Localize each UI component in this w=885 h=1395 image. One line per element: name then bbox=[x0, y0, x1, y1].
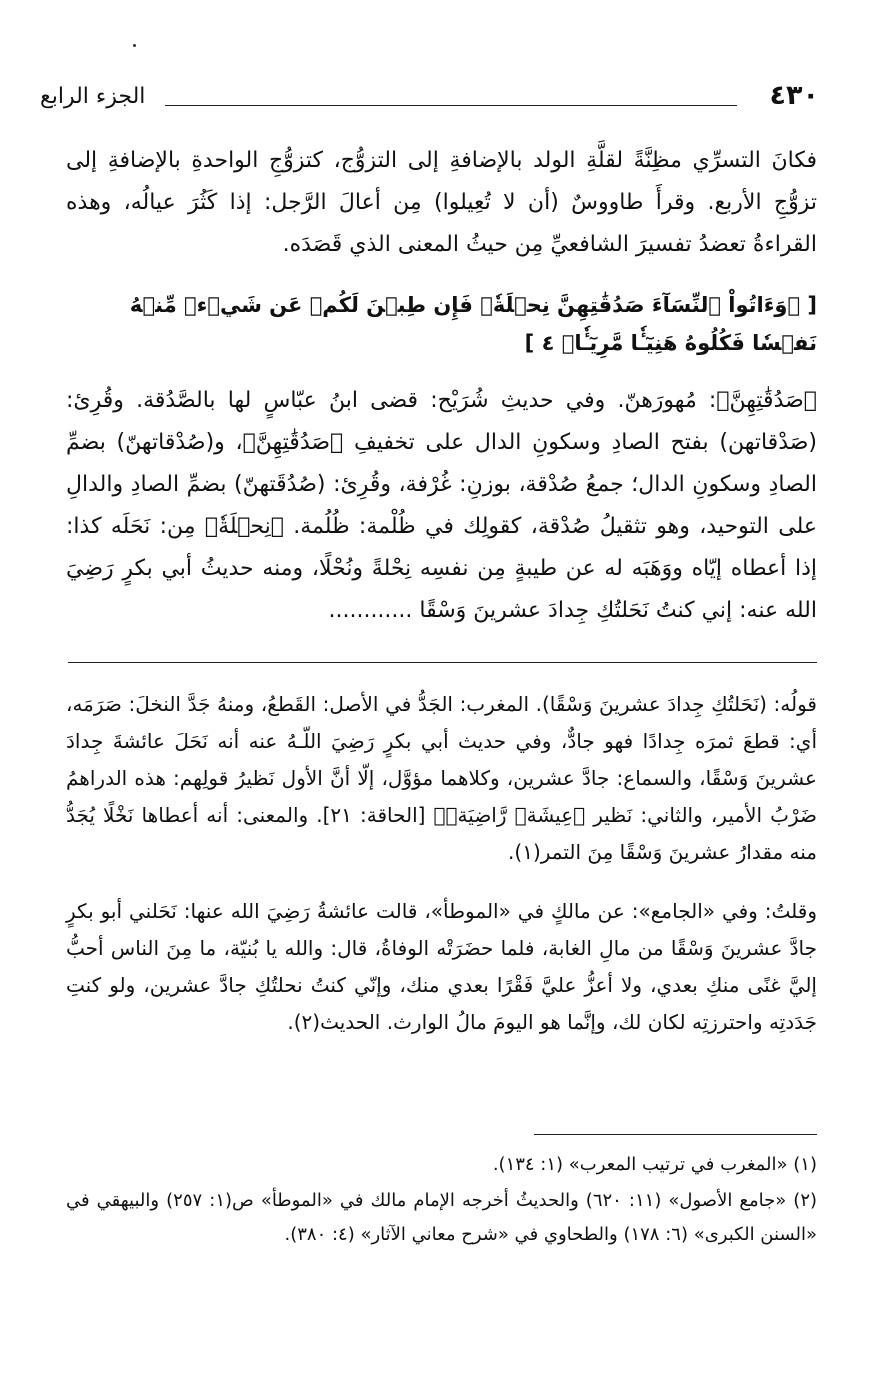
running-title: الجزء الرابع bbox=[40, 84, 146, 109]
commentary-paragraph: وقلتُ: وفي «الجامع»: عن مالكٍ في «الموطأ»، قالت عائشةُ رَضِيَ الله عنها: نَحَلني أبو بكرٍ جادَّ عشرينَ وَسْقًا من مالِ الغابة، فلما حضَرَتْه الوفاةُ، قال: والله يا بُنيّة، ما مِنَ الناس أحبُّ إليَّ غنًى منكِ بعدي، ولا أعزُّ عليَّ فَقْرًا بعدي منك، وإنّي كنتُ نحلتُكِ جادَّ عشرين، ولو كنتِ جَدَدتِه واحترزتِه لكان لك، وإنَّما هو اليومَ مالُ الوارث. الحديث(٢). bbox=[66, 899, 817, 1034]
footnote-item: (١) «المغرب في ترتيب المعرب» (١: ١٣٤). bbox=[492, 1154, 817, 1175]
commentary-text bbox=[66, 686, 817, 1041]
main-paragraph: ﴿صَدُقَٰتِهِنَّ﴾: مُهورَهنّ. وفي حديثِ شُرَيْح: قضى ابنُ عبّاسٍ لها بالصَّدُقة. وقُرِئ: (صَدْقاتهن) بفتح الصادِ وسكونِ الدال على تخفيفِ ﴿صَدُقَٰتِهِنَّ﴾، و(صُدْقاتهنّ) بضمِّ الصادِ وسكونِ الدال؛ جمعُ صُدْقة، بوزنِ: غُرْفة، وقُرِئ: (صُدُقَتهنّ) بضمِّ الصادِ والدالِ على التوحيد، وهو تثقيلُ صُدْقة، كقولِك في ظُلْمة: ظُلُمة. ﴿نِحۡلَةٗ﴾ مِن: نَحَلَه كذا: إذا أعطاه إيّاه ووَهَبَه له عن طيبةٍ مِن نفسِه نِحْلةً ونُحْلًا، ومنه حديثُ أبي بكرٍ رَضِيَ الله عنه: إني كنتُ نَحَلتُكِ جِدادَ عشرينَ وَسْقًا ............ bbox=[66, 388, 817, 623]
footnote-item: (٢) «جامع الأصول» (١١: ٦٢٠) والحديثُ أخرجه الإمام مالك في «الموطأ» ص(١: ٢٥٧) والبيهقي في «السنن الكبرى» (٦: ١٧٨) والطحاوي في «شرح معاني الآثار» (٤: ٣٨٠). bbox=[66, 1190, 818, 1245]
commentary-separator bbox=[68, 662, 817, 663]
main-text bbox=[66, 140, 817, 632]
speck-mark bbox=[133, 44, 136, 47]
footnotes bbox=[66, 1148, 817, 1254]
running-header bbox=[40, 78, 819, 124]
main-paragraph: فكانَ التسرِّي مظِنَّةً لقلَّةِ الولد بالإضافةِ إلى التزوُّج، كتزوُّجِ الواحدةِ بالإضافةِ إلى تزوُّجِ الأربع. وقرأَ طاووسٌ (أن لا تُعِيلوا) مِن أعالَ الرَّجل: إذا كَثُرَ عيالُه، وهذه القراءةُ تعضدُ تفسيرَ الشافعيِّ مِن حيثُ المعنى الذي قَصَدَه. bbox=[66, 148, 817, 257]
page-number: ٤٣٠ bbox=[769, 80, 819, 111]
quran-verse: [ ﴿وَءَاتُواْ ٱلنِّسَآءَ صَدُقَٰتِهِنَّ نِحۡلَةٗۚ فَإِن طِبۡنَ لَكُمۡ عَن شَيۡءٖ مِّنۡهُ نَفۡسٗا فَكُلُوهُ هَنِيٓـٔٗا مَّرِيٓـٔٗا﴾ ٤ ] bbox=[129, 293, 817, 355]
footnote-separator bbox=[534, 1134, 817, 1135]
header-rule bbox=[165, 105, 737, 106]
commentary-paragraph: قولُه: (نَحَلتُكِ جِدادَ عشرينَ وَسْقًا). المغرب: الجَدُّ في الأصل: القَطعُ، ومنهُ جَدَّ النخلَ: صَرَمَه، أي: قطعَ ثمرَه جِدادًا فهو جادٌّ، وفي حديث أبي بكرٍ رَضِيَ اللّـهُ عنه أنه نَحَلَ عائشةَ جِدادَ عشرينَ وَسْقًا، والسماع: جادَّ عشرين، وكلاهما مؤوَّل، إلّا أنَّ الأول نَظيرُ قولِهم: هذه الدراهمُ ضَرْبُ الأمير، والثاني: نَظير ﴿عِيشَةٖ رَّاضِيَةٖ﴾ [الحاقة: ٢١]. والمعنى: أنه أعطاها نَخْلًا يُجَدُّ منه مقدارُ عشرينَ وَسْقًا مِنَ التمر(١). bbox=[66, 692, 817, 864]
